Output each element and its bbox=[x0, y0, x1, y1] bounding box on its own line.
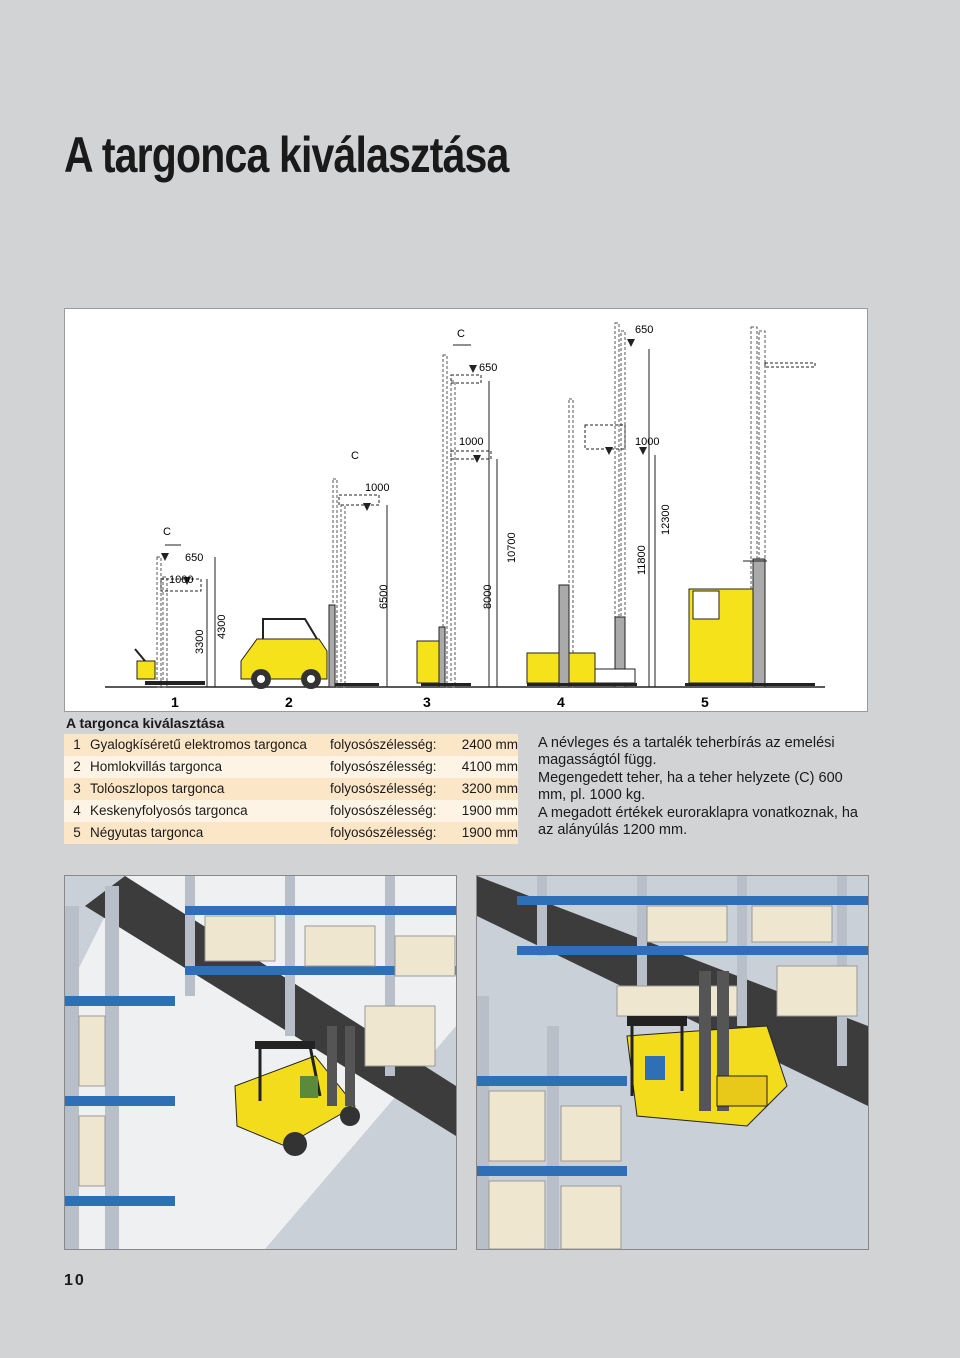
page-title: A targonca kiválasztása bbox=[64, 127, 509, 183]
truck-number-5: 5 bbox=[701, 694, 709, 710]
truck2-c-label: C bbox=[351, 450, 359, 462]
truck-aisle-width-table bbox=[64, 712, 518, 844]
truck2-load-label: 1000 bbox=[365, 482, 390, 494]
truck-1-pedestrian bbox=[135, 526, 228, 687]
row-number: 5 bbox=[73, 825, 81, 840]
note-europallet: A megadott értékek euroraklapra vonatkoznak, ha az alányúlás 1200 mm. bbox=[538, 805, 858, 838]
truck3-offset-label: 650 bbox=[479, 362, 498, 374]
truck1-lift-b-label: 4300 bbox=[216, 614, 228, 639]
truck3-c-label: C bbox=[457, 328, 465, 340]
aisle-label: folyosószélesség: bbox=[330, 737, 437, 752]
table-row bbox=[64, 756, 518, 778]
row-number: 2 bbox=[73, 759, 81, 774]
illustration-counterbalance-forklift bbox=[64, 875, 457, 1250]
truck-4-narrow-aisle bbox=[527, 323, 672, 687]
aisle-label: folyosószélesség: bbox=[330, 803, 437, 818]
truck-name: Tolóoszlopos targonca bbox=[90, 781, 225, 796]
truck3-lift-label: 8000 bbox=[482, 584, 494, 609]
truck4-lift-label: 11800 bbox=[636, 545, 648, 575]
aisle-width: 1900 mm bbox=[461, 803, 518, 818]
truck-2-counterbalance bbox=[241, 450, 390, 689]
truck3-lift-b-label: 10700 bbox=[506, 532, 518, 563]
truck4-lift-b-label: 12300 bbox=[660, 504, 672, 535]
row-number: 1 bbox=[73, 737, 81, 752]
truck-name: Homlokvillás targonca bbox=[90, 759, 223, 774]
capacity-notes bbox=[538, 735, 868, 840]
truck1-offset-label: 650 bbox=[185, 552, 204, 564]
aisle-label: folyosószélesség: bbox=[330, 825, 437, 840]
aisle-width: 4100 mm bbox=[461, 759, 518, 774]
truck-name: Négyutas targonca bbox=[90, 825, 204, 840]
row-number: 3 bbox=[73, 781, 81, 796]
aisle-label: folyosószélesség: bbox=[330, 781, 437, 796]
truck1-c-label: C bbox=[163, 526, 171, 538]
note-permitted-load: Megengedett teher, ha a teher helyzete (C) 600 mm, pl. 1000 kg. bbox=[538, 770, 843, 803]
truck3-load-label: 1000 bbox=[459, 436, 484, 448]
aisle-width: 1900 mm bbox=[461, 825, 518, 840]
truck-number-2: 2 bbox=[285, 694, 293, 710]
truck-name: Keskenyfolyosós targonca bbox=[90, 803, 248, 818]
truck-name: Gyalogkíséretű elektromos targonca bbox=[90, 737, 307, 752]
table-row bbox=[64, 778, 518, 800]
truck-number-1: 1 bbox=[171, 694, 179, 710]
aisle-width: 3200 mm bbox=[461, 781, 518, 796]
row-number: 4 bbox=[73, 803, 81, 818]
illustration-four-way-truck bbox=[476, 875, 869, 1250]
table-row bbox=[64, 822, 518, 844]
truck1-lift-a-label: 3300 bbox=[194, 629, 206, 654]
truck-number-4: 4 bbox=[557, 694, 565, 710]
aisle-width: 2400 mm bbox=[461, 737, 518, 752]
truck4-offset-label: 650 bbox=[635, 324, 654, 336]
table-row bbox=[64, 734, 518, 756]
truck1-load-label: 1000 bbox=[169, 574, 194, 586]
note-capacity: A névleges és a tartalék teherbírás az emelési magasságtól függ. bbox=[538, 735, 835, 768]
truck-5-four-way bbox=[685, 327, 815, 687]
table-caption: A targonca kiválasztása bbox=[66, 715, 225, 731]
table-rows bbox=[64, 734, 518, 844]
page-number: 10 bbox=[64, 1272, 86, 1289]
truck-3-reach bbox=[417, 328, 518, 687]
truck2-lift-label: 6500 bbox=[378, 584, 390, 609]
truck4-load-label: 1000 bbox=[635, 436, 660, 448]
forklift-comparison-diagram bbox=[64, 308, 868, 712]
truck-number-3: 3 bbox=[423, 694, 431, 710]
table-row bbox=[64, 800, 518, 822]
aisle-label: folyosószélesség: bbox=[330, 759, 437, 774]
